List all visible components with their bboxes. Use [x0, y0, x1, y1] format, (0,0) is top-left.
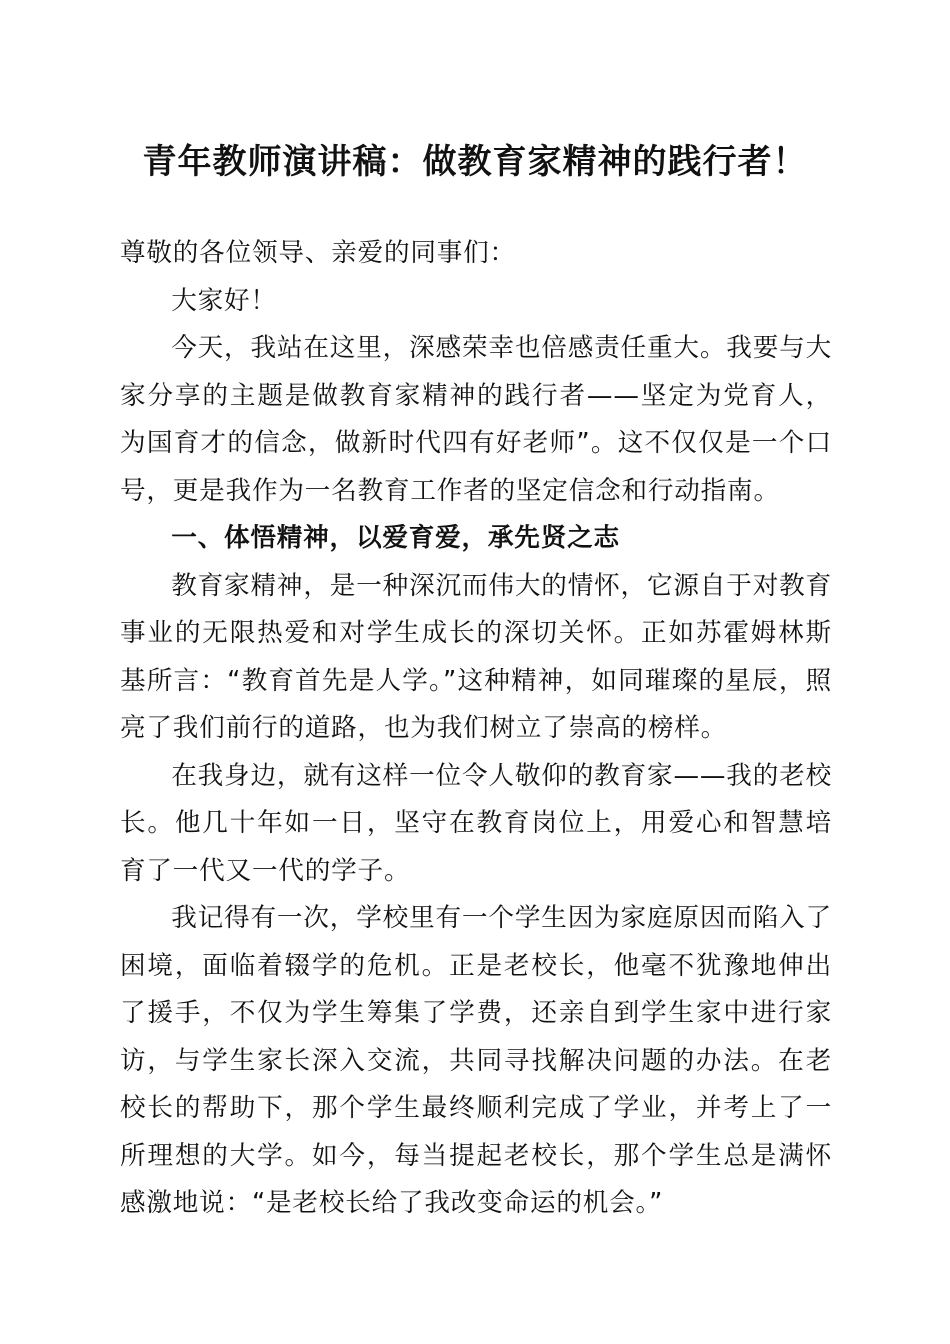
- intro-paragraph: 今天，我站在这里，深感荣幸也倍感责任重大。我要与大家分享的主题是做教育家精神的践行者——坚定为党育人，为国育才的信念，做新时代四有好老师”。这不仅仅是一个口号，更是我作为一名教育工作者的坚定信念和行动指南。: [120, 333, 832, 506]
- salutation: 尊敬的各位领导、亲爱的同事们：: [120, 238, 516, 268]
- greeting: 大家好！: [171, 285, 277, 316]
- section-paragraph: 在我身边，就有这样一位令人敬仰的教育家——我的老校长。他几十年如一日，坚守在教育岗位上，用爱心和智慧培育了一代又一代的学子。: [120, 760, 832, 886]
- section-paragraph: 教育家精神，是一种深沉而伟大的情怀，它源自于对教育事业的无限热爱和对学生成长的深切关怀。正如苏霍姆林斯基所言：“教育首先是人学。”这种精神，如同璀璨的星辰，照亮了我们前行的道路，也为我们树立了崇高的榜样。: [120, 570, 832, 743]
- section-heading: 一、体悟精神，以爱育爱，承先贤之志: [171, 523, 620, 553]
- section-paragraph: 我记得有一次，学校里有一个学生因为家庭原因而陷入了困境，面临着辍学的危机。正是老校长，他毫不犹豫地伸出了援手，不仅为学生筹集了学费，还亲自到学生家中进行家访，与学生家长深入交流，共同寻找解决问题的办法。在老校长的帮助下，那个学生最终顺利完成了学业，并考上了一所理想的大学。如今，每当提起老校长，那个学生总是满怀感激地说：“是老校长给了我改变命运的机会。”: [120, 903, 832, 1218]
- document-body: [120, 230, 832, 1228]
- document-title: 青年教师演讲稿：做教育家精神的践行者！: [142, 142, 808, 182]
